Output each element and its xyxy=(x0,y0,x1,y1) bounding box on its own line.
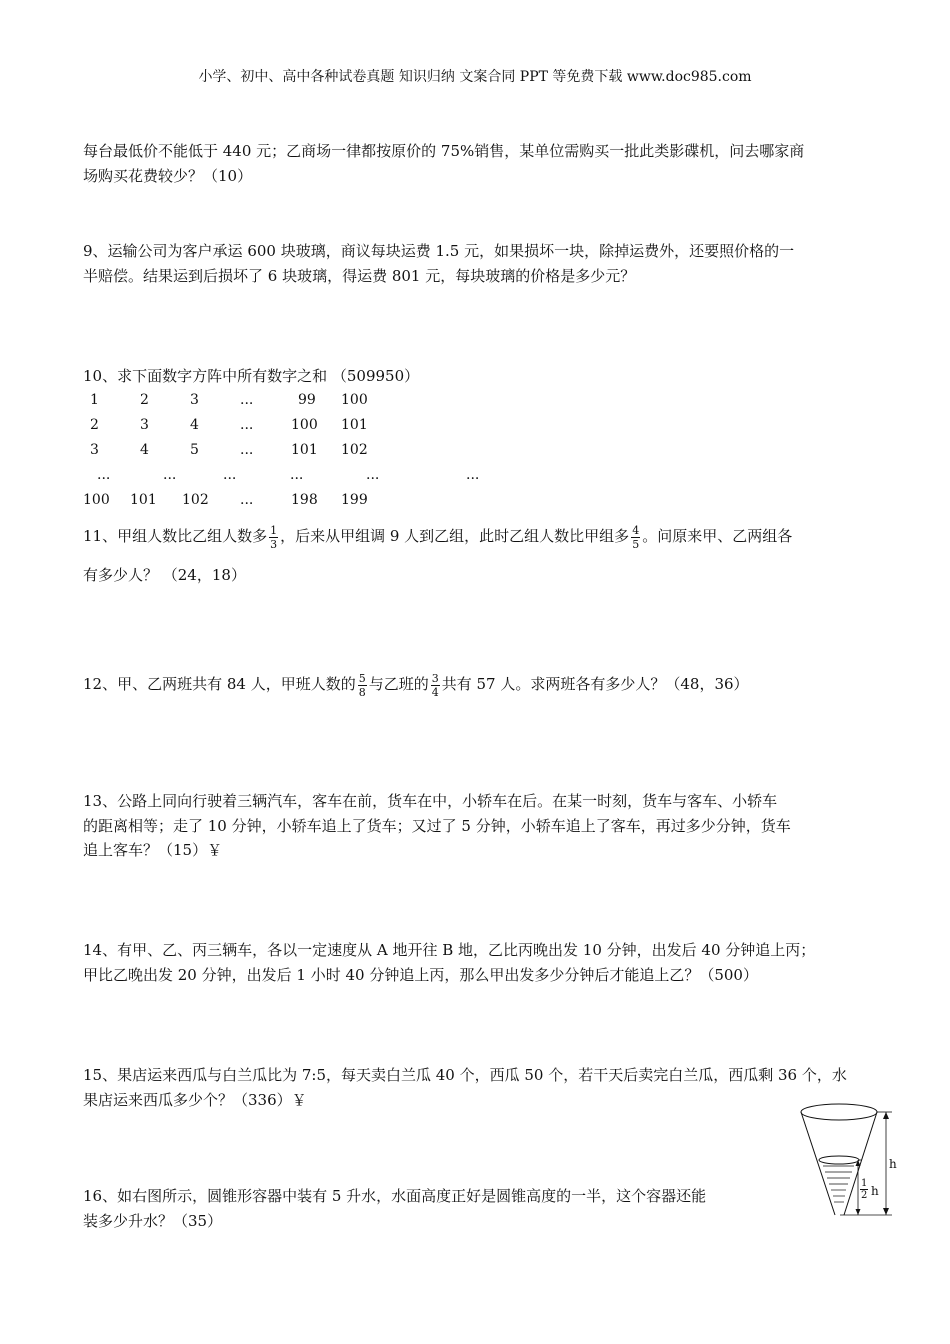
matrix-cell: ... xyxy=(240,442,254,458)
half-height-label: h xyxy=(871,1184,879,1198)
problem-13-line-3: 追上客车？（15）￥ xyxy=(83,841,223,859)
matrix-cell: 4 xyxy=(140,442,149,458)
fraction-numerator: 5 xyxy=(358,671,366,685)
problem-11-text-c: 。问原来甲、乙两组各 xyxy=(642,527,793,545)
fraction-denominator: 5 xyxy=(632,537,640,551)
matrix-cell: ... xyxy=(290,467,304,483)
fraction-denominator: 3 xyxy=(270,537,278,551)
fraction-one-third xyxy=(269,524,278,551)
matrix-cell: 100 xyxy=(83,492,110,508)
matrix-cell: 100 xyxy=(341,392,368,408)
problem-9-line-2: 半赔偿。结果运到后损坏了 6 块玻璃，得运费 801 元，每块玻璃的价格是多少元？ xyxy=(83,267,636,285)
matrix-cell: 101 xyxy=(341,417,368,433)
height-label: h xyxy=(889,1157,897,1171)
problem-16-line-1: 16、如右图所示，圆锥形容器中装有 5 升水，水面高度正好是圆锥高度的一半，这个容器还能 xyxy=(83,1187,707,1205)
matrix-cell: 3 xyxy=(140,417,149,433)
problem-14-line-2: 甲比乙晚出发 20 分钟，出发后 1 小时 40 分钟追上丙，那么甲出发多少分钟后才能追上乙？（500） xyxy=(83,966,758,984)
matrix-cell: 198 xyxy=(291,492,318,508)
problem-12-text-c: 共有 57 人。求两班各有多少人？（48，36） xyxy=(441,675,749,693)
fraction-denominator: 4 xyxy=(431,685,439,699)
problem-15-line-1: 15、果店运来西瓜与白兰瓜比为 7:5，每天卖白兰瓜 40 个，西瓜 50 个，若干天后卖完白兰瓜，西瓜剩 36 个，水 xyxy=(83,1066,847,1084)
matrix-cell: 4 xyxy=(190,417,199,433)
half-fraction xyxy=(860,1178,868,1201)
matrix-cell: ... xyxy=(240,392,254,408)
problem-16-line-2: 装多少升水？（35） xyxy=(83,1212,223,1230)
problem-8-line-2: 场购买花费较少？（10） xyxy=(83,167,253,185)
fraction-denominator: 2 xyxy=(861,1190,868,1201)
fraction-three-quarters xyxy=(431,672,440,699)
matrix-cell: 3 xyxy=(90,442,99,458)
matrix-cell: ... xyxy=(223,467,237,483)
matrix-cell: 2 xyxy=(90,417,99,433)
matrix-cell: 102 xyxy=(341,442,368,458)
problem-12-text-b: 与乙班的 xyxy=(368,675,429,693)
problem-13-line-1: 13、公路上同向行驶着三辆汽车，客车在前，货车在中，小轿车在后。在某一时刻，货车与客车、小轿车 xyxy=(83,792,778,810)
problem-15-line-2: 果店运来西瓜多少个？（336）￥ xyxy=(83,1091,307,1109)
problem-11-text-b: ，后来从甲组调 9 人到乙组，此时乙组人数比甲组多 xyxy=(280,527,630,545)
matrix-cell: 3 xyxy=(190,392,199,408)
matrix-cell: 102 xyxy=(182,492,209,508)
problem-14-line-1: 14、有甲、乙、丙三辆车，各以一定速度从 A 地开往 B 地，乙比丙晚出发 10 分钟，出发后 40 分钟追上丙； xyxy=(83,941,816,959)
fraction-numerator: 4 xyxy=(632,523,640,537)
fraction-numerator: 1 xyxy=(270,523,278,537)
matrix-cell: 2 xyxy=(140,392,149,408)
matrix-cell: ... xyxy=(366,467,380,483)
problem-11-line-1 xyxy=(83,521,792,551)
matrix-cell: ... xyxy=(97,467,111,483)
matrix-cell: 1 xyxy=(90,392,99,408)
matrix-cell: 101 xyxy=(291,442,318,458)
matrix-cell: ... xyxy=(240,417,254,433)
problem-9-line-1: 9、运输公司为客户承运 600 块玻璃，商议每块运费 1.5 元，如果损坏一块，除掉运费外，还要照价格的一 xyxy=(83,242,795,260)
fraction-four-fifths xyxy=(631,524,640,551)
matrix-cell: ... xyxy=(240,492,254,508)
matrix-cell: 199 xyxy=(341,492,368,508)
matrix-cell: 101 xyxy=(130,492,157,508)
matrix-cell: ... xyxy=(163,467,177,483)
fraction-numerator: 1 xyxy=(861,1178,868,1189)
matrix-cell: 5 xyxy=(190,442,199,458)
cone-figure xyxy=(796,1100,906,1225)
problem-12-line xyxy=(83,669,749,699)
problem-8-line-1: 每台最低价不能低于 440 元；乙商场一律都按原价的 75%销售，某单位需购买一批此类影碟机，问去哪家商 xyxy=(83,142,805,160)
problem-11-line-2: 有多少人？ （24，18） xyxy=(83,566,246,584)
fraction-denominator: 8 xyxy=(358,685,366,699)
fraction-numerator: 3 xyxy=(431,671,439,685)
problem-10-title: 10、求下面数字方阵中所有数字之和 （509950） xyxy=(83,367,420,385)
problem-11-text-a: 11、甲组人数比乙组人数多 xyxy=(83,527,268,545)
problem-13-line-2: 的距离相等；走了 10 分钟，小轿车追上了货车；又过了 5 分钟，小轿车追上了客车，再过多少分钟，货车 xyxy=(83,817,791,835)
fraction-five-eighths xyxy=(358,672,367,699)
matrix-cell: ... xyxy=(466,467,480,483)
matrix-cell: 100 xyxy=(291,417,318,433)
problem-12-text-a: 12、甲、乙两班共有 84 人，甲班人数的 xyxy=(83,675,356,693)
matrix-cell: 99 xyxy=(298,392,316,408)
page-header: 小学、初中、高中各种试卷真题 知识归纳 文案合同 PPT 等免费下载 www.doc985.com xyxy=(198,69,752,85)
